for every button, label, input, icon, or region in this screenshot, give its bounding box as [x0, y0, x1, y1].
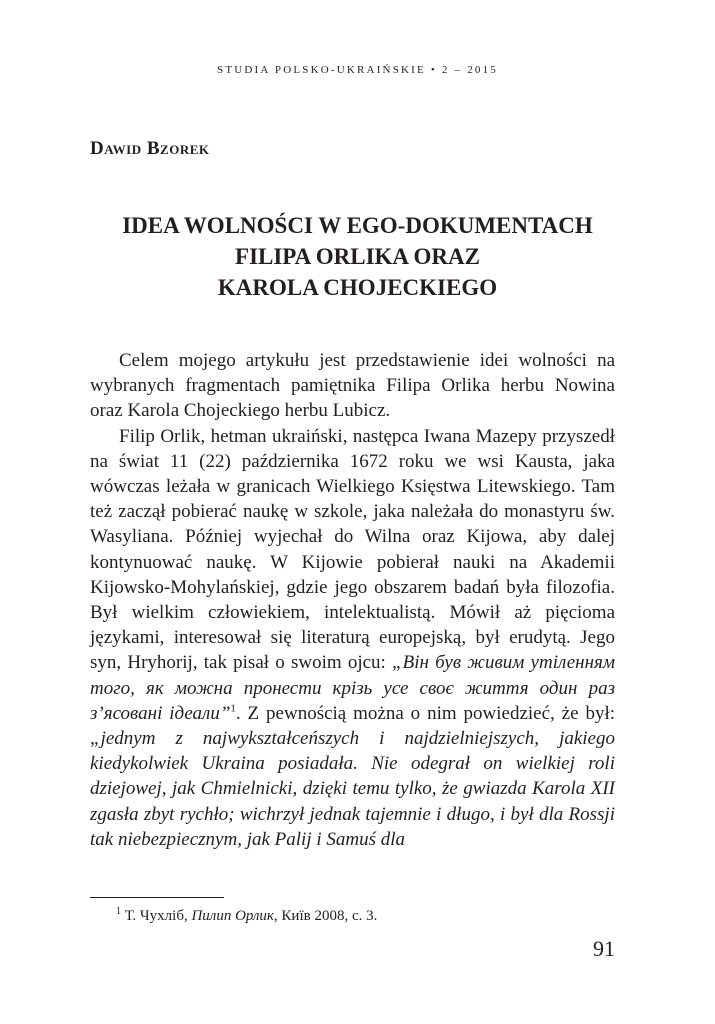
footnote-divider: [90, 897, 224, 898]
article-title: [60, 210, 655, 303]
running-head: STUDIA POLSKO-UKRAIŃSKIE • 2 – 2015: [217, 64, 498, 76]
paragraph-2-text-a: Filip Orlik, hetman ukraiński, następca Iwana Mazepy przyszedł na świat 11 (22) października 1672 roku we wsi Kausta, jaka wówczas leżała w granicach Wielkiego Księstwa Litewskiego. Tam też zaczął pobierać naukę w szkole, jaka należała do monastyru św. Wasyliana. Później wyjechał do Wilna oraz Kijowa, aby dalej kontynuować naukę. W Kijowie pobierał nauki na Akademii Kijowsko-Mohylańskiej, gdzie jego obszarem badań była filozofia. Był wielkim człowiekiem, intelektualistą. Mówił aż pięcioma językami, interesował się literaturą europejską, był erudytą. Jego syn, Hryhorij, tak pisał o swoim ojcu:: [90, 425, 615, 674]
title-line-1: IDEA WOLNOŚCI W EGO-DOKUMENTACH: [122, 213, 593, 238]
quote-hryhorij: „Він був живим утіленням того, як можна пронести крізь усе своє життя один раз з’ясовані ідеали”: [90, 652, 615, 724]
quote-orlik-description: „jednym z najwykształceńszych i najdzielniejszych, jakiego kiedykolwiek Ukraina posiadała. Nie odegrał on wielkiej roli dziejowej, jak Chmielnicki, dzięki temu tylko, że gwiazda Karola XII zgasła zbyt rychło; wichrzył jednak tajemnie i długo, i był dla Rossji tak niebezpiecznym, jak Palij i Samuś dla: [90, 728, 615, 850]
title-line-2: FILIPA ORLIKA ORAZ: [235, 244, 480, 269]
paragraph-2-text-b: . Z pewnością można o nim powiedzieć, że był:: [235, 702, 615, 724]
footnote-text-post: , Київ 2008, с. 3.: [273, 908, 378, 924]
paragraph-2: [90, 424, 615, 852]
author-name: Dawid Bzorek: [90, 138, 210, 159]
footnote-ref-1[interactable]: 1: [230, 702, 236, 715]
footnote-book-title: Пилип Орлик: [191, 908, 274, 924]
paragraph-1: Celem mojego artykułu jest przedstawienie idei wolności na wybranych fragmentach pamiętnika Filipa Orlika herbu Nowina oraz Karola Chojeckiego herbu Lubicz.: [90, 350, 615, 422]
footnote-1: [116, 908, 377, 925]
footnote-text-pre: Т. Чухліб,: [121, 908, 192, 924]
footnote-number: 1: [116, 906, 121, 917]
article-body: [90, 348, 615, 852]
page-number: 91: [593, 936, 615, 961]
title-line-3: KAROLA CHOJECKIEGO: [217, 275, 498, 300]
